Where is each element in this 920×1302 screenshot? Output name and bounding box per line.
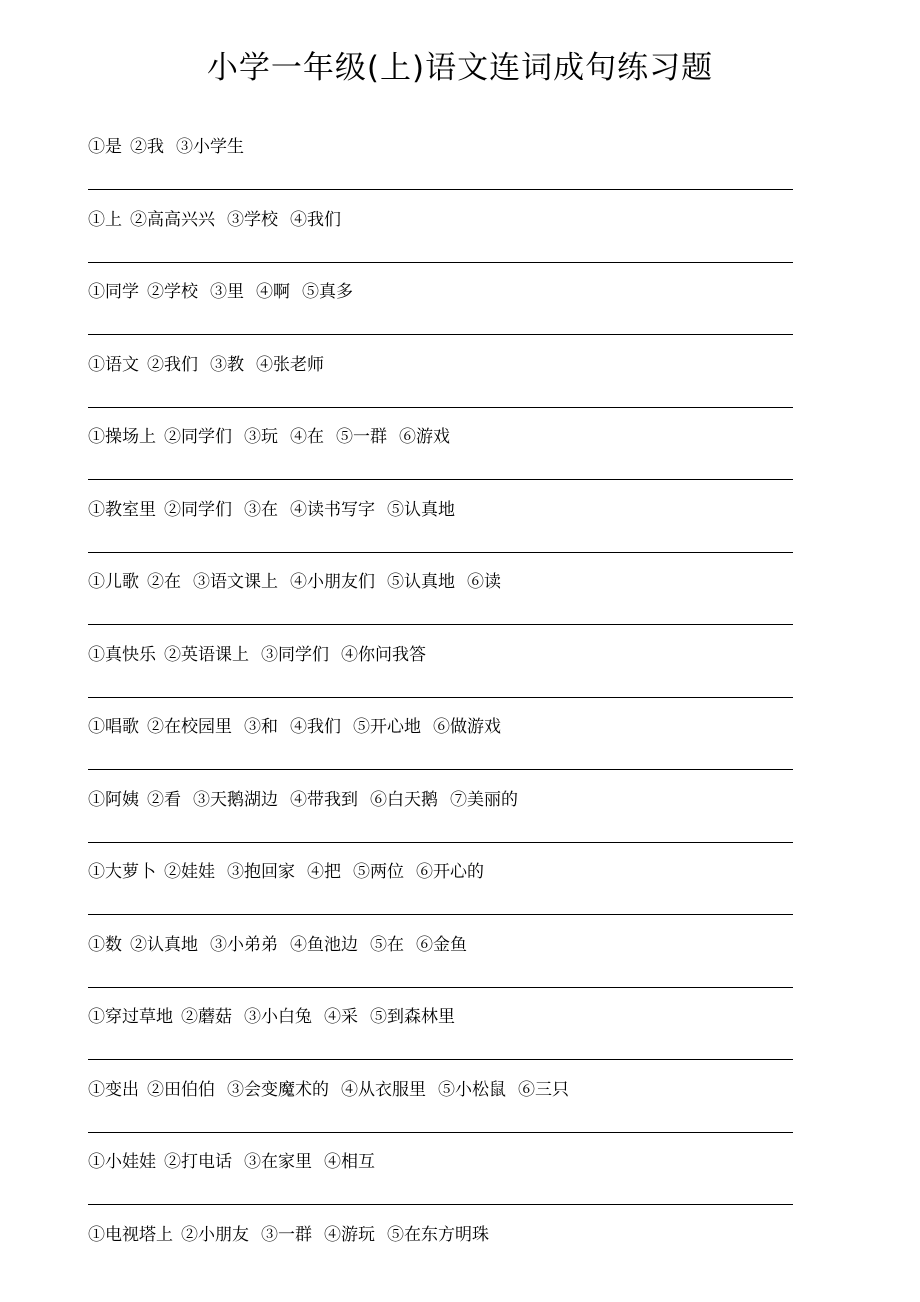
exercise-item: [88, 1071, 793, 1144]
exercise-item: [88, 853, 793, 926]
word-chip: ②英语课上: [164, 644, 249, 665]
word-chip: ③抱回家: [227, 862, 295, 882]
exercise-item: [88, 1216, 793, 1289]
word-chip: ①教室里: [88, 499, 156, 520]
answer-line[interactable]: [88, 334, 793, 335]
answer-line[interactable]: [88, 407, 793, 408]
answer-line[interactable]: [88, 1204, 793, 1205]
answer-line[interactable]: [88, 552, 793, 553]
word-chip: ④鱼池边: [290, 934, 358, 955]
word-chip: ①真快乐: [88, 644, 156, 665]
word-chip: ④小朋友们: [290, 572, 375, 592]
word-chip: ②认真地: [130, 934, 198, 955]
word-chip: ⑤在东方明珠: [387, 1224, 489, 1245]
exercise-item: [88, 128, 793, 201]
exercise-item: [88, 201, 793, 274]
word-chip: ⑦美丽的: [450, 789, 518, 810]
word-chip: ②小朋友: [181, 1224, 249, 1245]
exercise-list: [88, 128, 793, 1288]
word-group: [88, 787, 530, 813]
word-chip: ④采: [324, 1007, 358, 1027]
exercise-item: [88, 346, 793, 419]
word-chip: ①穿过草地: [88, 1007, 173, 1027]
word-chip: ①唱歌: [88, 717, 139, 737]
word-chip: ③教: [210, 354, 244, 375]
word-chip: ④啊: [256, 282, 290, 302]
word-chip: ①变出: [88, 1079, 139, 1100]
word-chip: ⑥三只: [518, 1079, 569, 1100]
word-chip: ⑤一群: [336, 427, 387, 447]
answer-line[interactable]: [88, 987, 793, 988]
word-chip: ①阿姨: [88, 789, 139, 810]
word-chip: ①上: [88, 209, 122, 230]
exercise-item: [88, 708, 793, 781]
word-group: [88, 569, 513, 595]
word-chip: ③和: [244, 717, 278, 737]
answer-line[interactable]: [88, 769, 793, 770]
word-chip: ②同学们: [164, 427, 232, 447]
word-chip: ④相互: [324, 1152, 375, 1172]
answer-line[interactable]: [88, 624, 793, 625]
word-chip: ⑥读: [467, 572, 501, 592]
word-chip: ①儿歌: [88, 572, 139, 592]
word-chip: ⑤小松鼠: [438, 1079, 506, 1100]
word-group: [88, 497, 467, 523]
word-chip: ⑤真多: [302, 282, 353, 302]
word-chip: ⑤在: [370, 934, 404, 955]
word-chip: ②我们: [147, 354, 198, 375]
word-group: [88, 859, 496, 885]
word-chip: ②娃娃: [164, 862, 215, 882]
word-chip: ②我: [130, 137, 164, 157]
word-chip: ②同学们: [164, 499, 232, 520]
word-chip: ⑥做游戏: [433, 717, 501, 737]
word-chip: ④我们: [290, 209, 341, 230]
word-chip: ④游玩: [324, 1224, 375, 1245]
word-chip: ③小白兔: [244, 1007, 312, 1027]
word-chip: ③学校: [227, 209, 278, 230]
word-chip: ①大萝卜: [88, 862, 156, 882]
word-chip: ④张老师: [256, 354, 324, 375]
word-chip: ①同学: [88, 282, 139, 302]
exercise-item: [88, 636, 793, 709]
word-chip: ②在: [147, 572, 181, 592]
answer-line[interactable]: [88, 262, 793, 263]
word-chip: ②高高兴兴: [130, 209, 215, 230]
word-chip: ③玩: [244, 427, 278, 447]
word-chip: ⑤两位: [353, 862, 404, 882]
word-chip: ③小弟弟: [210, 934, 278, 955]
answer-line[interactable]: [88, 914, 793, 915]
exercise-item: [88, 418, 793, 491]
exercise-item: [88, 563, 793, 636]
word-group: [88, 424, 462, 450]
word-chip: ③会变魔术的: [227, 1079, 329, 1100]
word-chip: ③小学生: [176, 137, 244, 157]
exercise-item: [88, 491, 793, 564]
exercise-item: [88, 998, 793, 1071]
word-chip: ①数: [88, 934, 122, 955]
word-chip: ④读书写字: [290, 499, 375, 520]
word-chip: ③同学们: [261, 644, 329, 665]
exercise-item: [88, 1143, 793, 1216]
word-chip: ①操场上: [88, 427, 156, 447]
word-chip: ①电视塔上: [88, 1224, 173, 1245]
word-chip: ②在校园里: [147, 717, 232, 737]
answer-line[interactable]: [88, 1132, 793, 1133]
word-chip: ②蘑菇: [181, 1007, 232, 1027]
word-chip: ④在: [290, 427, 324, 447]
word-chip: ⑥白天鹅: [370, 789, 438, 810]
word-chip: ③语文课上: [193, 572, 278, 592]
word-chip: ③里: [210, 282, 244, 302]
word-chip: ⑥金鱼: [416, 934, 467, 955]
word-group: [88, 207, 353, 233]
word-chip: ④从衣服里: [341, 1079, 426, 1100]
word-chip: ④把: [307, 862, 341, 882]
word-chip: ⑤认真地: [387, 499, 455, 520]
word-chip: ⑤认真地: [387, 572, 455, 592]
answer-line[interactable]: [88, 189, 793, 190]
word-group: [88, 714, 513, 740]
word-group: [88, 932, 479, 958]
word-group: [88, 134, 256, 160]
word-chip: ⑥开心的: [416, 862, 484, 882]
word-chip: ②学校: [147, 282, 198, 302]
answer-line[interactable]: [88, 479, 793, 480]
word-chip: ④你问我答: [341, 644, 426, 665]
word-chip: ④我们: [290, 717, 341, 737]
word-group: [88, 1222, 501, 1248]
page-title: 小学一年级(上)语文连词成句练习题: [206, 50, 714, 86]
word-group: [88, 642, 438, 668]
word-chip: ③在家里: [244, 1152, 312, 1172]
word-group: [88, 1077, 581, 1103]
word-chip: ③一群: [261, 1224, 312, 1245]
word-chip: ⑥游戏: [399, 427, 450, 447]
word-chip: ⑤开心地: [353, 717, 421, 737]
word-chip: ③天鹅湖边: [193, 789, 278, 810]
word-group: [88, 1004, 467, 1030]
word-chip: ②田伯伯: [147, 1079, 215, 1100]
word-group: [88, 279, 365, 305]
word-chip: ⑤到森林里: [370, 1007, 455, 1027]
answer-line[interactable]: [88, 842, 793, 843]
word-group: [88, 352, 336, 378]
word-chip: ①是: [88, 137, 122, 157]
exercise-item: [88, 273, 793, 346]
word-chip: ①小娃娃: [88, 1152, 156, 1172]
exercise-item: [88, 926, 793, 999]
word-chip: ①语文: [88, 354, 139, 375]
word-chip: ②看: [147, 789, 181, 810]
answer-line[interactable]: [88, 1059, 793, 1060]
word-chip: ②打电话: [164, 1152, 232, 1172]
answer-line[interactable]: [88, 697, 793, 698]
word-chip: ④带我到: [290, 789, 358, 810]
word-group: [88, 1149, 387, 1175]
word-chip: ③在: [244, 499, 278, 520]
exercise-item: [88, 781, 793, 854]
